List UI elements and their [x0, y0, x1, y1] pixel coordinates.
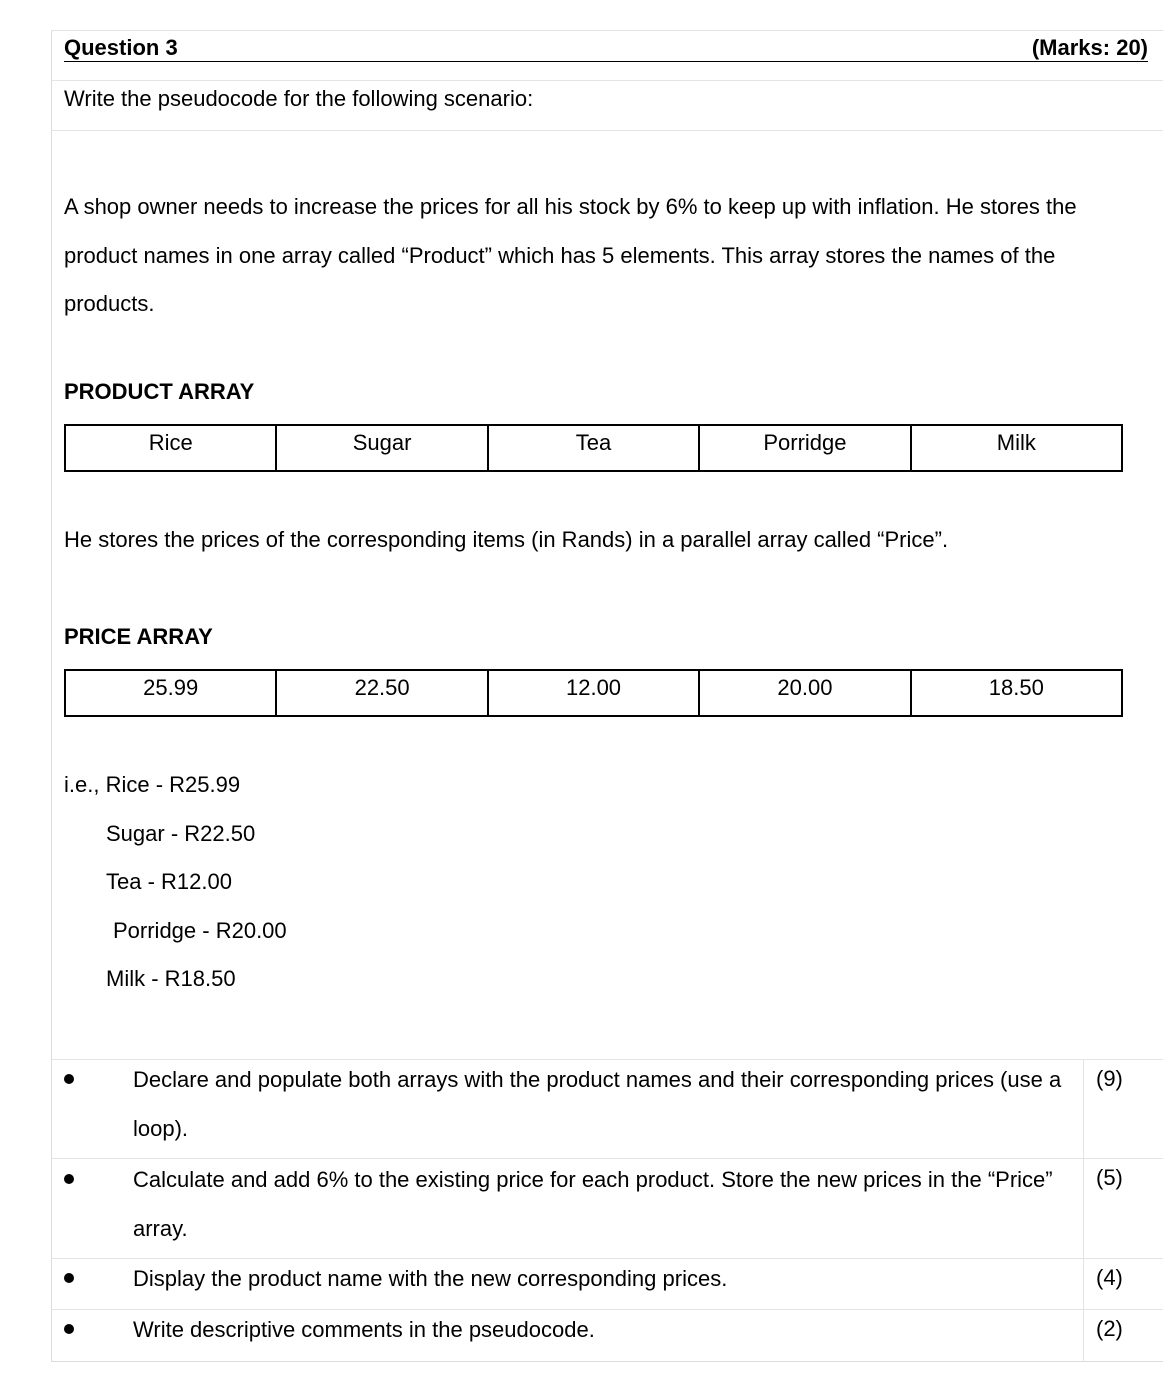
- ie-list-line: Tea - R12.00: [106, 869, 232, 894]
- price-cell: 20.00: [700, 671, 911, 715]
- parallel-array-note: He stores the prices of the corresponding items (in Rands) in a parallel array called “Price”.: [64, 527, 949, 552]
- header-underline: [64, 61, 1148, 62]
- product-array-table: [64, 424, 1123, 472]
- frame-row-divider: [51, 80, 1163, 81]
- task-text: Write descriptive comments in the pseudocode.: [133, 1317, 595, 1342]
- bullet-icon: [64, 1074, 74, 1084]
- product-cell: Tea: [489, 426, 700, 470]
- ie-list-line: Milk - R18.50: [106, 966, 236, 991]
- ie-list-line: i.e., Rice - R25.99: [64, 772, 241, 797]
- marks-column-divider: [1083, 1059, 1084, 1361]
- bullet-icon: [64, 1324, 74, 1334]
- question-marks: (Marks: 20): [1031, 35, 1148, 60]
- price-cell: 22.50: [277, 671, 488, 715]
- frame-row-divider: [51, 130, 1163, 131]
- product-array-heading: PRODUCT ARRAY: [64, 379, 255, 404]
- task-text: Calculate and add 6% to the existing price for each product. Store the new prices in the “Price” array.: [133, 1167, 1053, 1241]
- task-marks: (9): [1096, 1066, 1123, 1091]
- bullet-icon: [64, 1273, 74, 1283]
- bullet-icon: [64, 1174, 74, 1184]
- price-cell: 12.00: [489, 671, 700, 715]
- scenario-paragraph: A shop owner needs to increase the prices for all his stock by 6% to keep up with inflation. He stores the product names in one array called “Product” which has 5 elements. This array stores the names of the products.: [64, 194, 1077, 316]
- product-cell: Rice: [66, 426, 277, 470]
- product-cell: Sugar: [277, 426, 488, 470]
- question-title: Question 3: [64, 35, 178, 60]
- price-array-heading: PRICE ARRAY: [64, 624, 213, 649]
- price-array-table: [64, 669, 1123, 717]
- product-cell: Porridge: [700, 426, 911, 470]
- price-cell: 18.50: [988, 675, 1044, 700]
- frame-left-border: [51, 30, 52, 1362]
- frame-top-border: [51, 30, 1163, 31]
- task-text: Display the product name with the new corresponding prices.: [133, 1266, 728, 1291]
- task-text: Declare and populate both arrays with the product names and their corresponding prices (use a loop).: [133, 1067, 1062, 1141]
- price-cell: 25.99: [66, 671, 277, 715]
- product-cell: Milk: [996, 430, 1036, 455]
- task-marks: (5): [1096, 1165, 1123, 1190]
- question-header: [64, 33, 1148, 63]
- instruction-text: Write the pseudocode for the following scenario:: [64, 86, 534, 111]
- frame-bottom-border: [51, 1361, 1163, 1362]
- ie-list-line: Porridge - R20.00: [113, 918, 287, 943]
- ie-list-line: Sugar - R22.50: [106, 821, 256, 846]
- task-marks: (4): [1096, 1265, 1123, 1290]
- task-marks: (2): [1096, 1316, 1123, 1341]
